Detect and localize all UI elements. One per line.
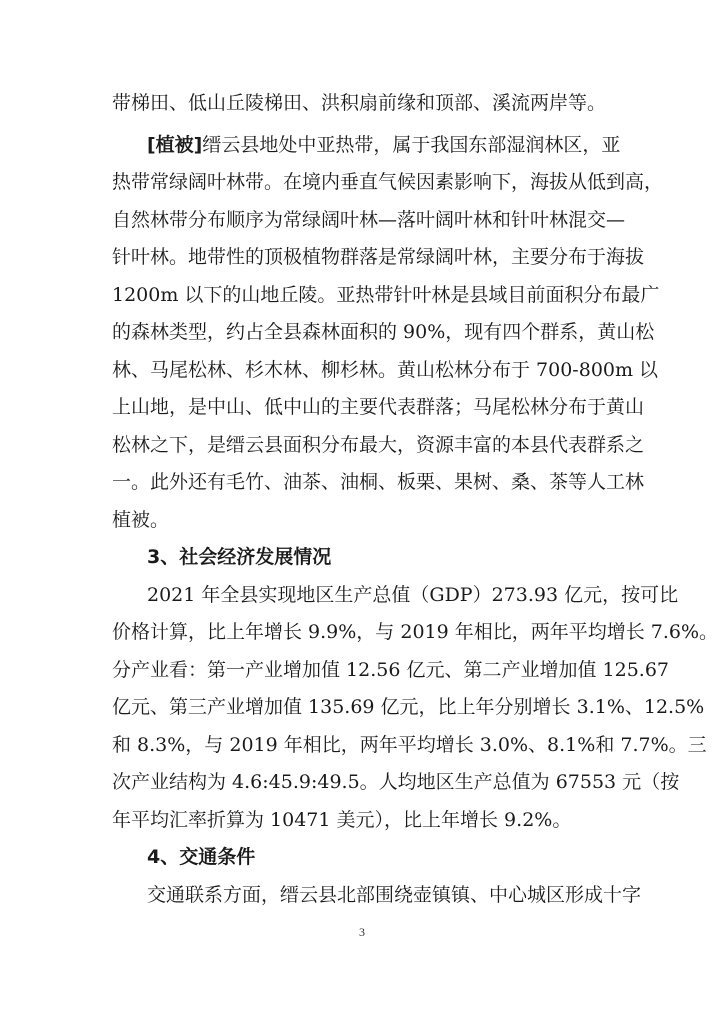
vegetation-first-line xyxy=(147,127,621,163)
transport-line: 交通联系方面，缙云县北部围绕壶镇镇、中心城区形成十字 xyxy=(147,883,642,906)
economy-line: 和 8.3%，与 2019 年相比，两年平均增长 3.0%、8.1%和 7.7%。三 xyxy=(112,733,707,756)
section-heading: 3、社会经济发展情况 xyxy=(147,546,332,568)
vegetation-line: 针叶林。地带性的顶极植物群落是常绿阔叶林，主要分布于海拔 xyxy=(112,246,645,268)
vegetation-line: 的森林类型，约占全县森林面积的 90%，现有四个群系，黄山松 xyxy=(112,321,655,343)
page-number: 3 xyxy=(359,925,365,939)
economy-line: 价格计算，比上年增长 9.9%，与 2019 年相比，两年平均增长 7.6%。 xyxy=(112,621,719,643)
economy-line: 亿元、第三产业增加值 135.69 亿元，比上年分别增长 3.1%、12.5% xyxy=(112,696,705,718)
vegetation-label: [植被] xyxy=(147,133,203,156)
section-heading: 4、交通条件 xyxy=(147,846,256,868)
vegetation-line: 植被。 xyxy=(112,508,170,531)
vegetation-line: 热带常绿阔叶林带。在境内垂直气候因素影响下，海拔从低到高， xyxy=(112,171,664,193)
vegetation-line: 1200m 以下的山地丘陵。亚热带针叶林是县域目前面积分布最广 xyxy=(112,283,660,306)
vegetation-line: 上山地，是中山、低中山的主要代表群落；马尾松林分布于黄山 xyxy=(112,396,645,418)
vegetation-line: 林、马尾松林、杉木林、柳杉林。黄山松林分布于 700-800m 以 xyxy=(112,358,659,381)
vegetation-line: 缙云县地处中亚热带，属于我国东部湿润林区，亚 xyxy=(202,133,621,156)
paragraph-line: 带梯田、低山丘陵梯田、洪积扇前缘和顶部、溪流两岸等。 xyxy=(112,92,607,114)
economy-line: 次产业结构为 4.6:45.9:49.5。人均地区生产总值为 67553 元（按 xyxy=(112,771,680,793)
vegetation-line: 自然林带分布顺序为常绿阔叶林—落叶阔叶林和针叶林混交— xyxy=(112,208,626,231)
economy-line: 年平均汇率折算为 10471 美元），比上年增长 9.2%。 xyxy=(112,808,572,831)
vegetation-line: 一。此外还有毛竹、油茶、油桐、板栗、果树、桑、茶等人工林 xyxy=(112,471,645,493)
vegetation-line: 松林之下，是缙云县面积分布最大，资源丰富的本县代表群系之 xyxy=(112,433,645,456)
economy-line: 分产业看：第一产业增加值 12.56 亿元、第二产业增加值 125.67 xyxy=(112,658,669,681)
economy-line: 2021 年全县实现地区生产总值（GDP）273.93 亿元，按可比 xyxy=(147,583,679,606)
